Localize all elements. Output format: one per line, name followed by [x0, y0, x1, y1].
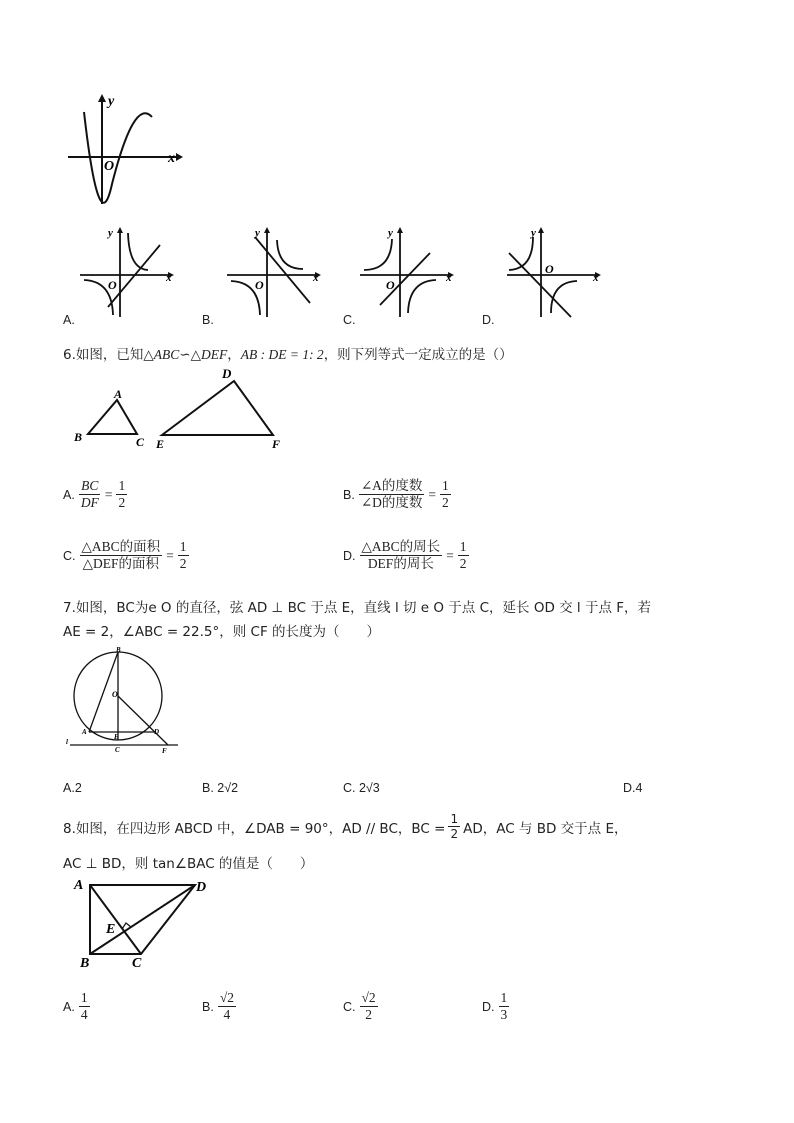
q7-stem-line1: 7.如图，BC为e O 的直径，弦 AD ⊥ BC 于点 E，直线 l 切 e O 于点 C，延长 OD 交 l 于点 F，若 [63, 600, 652, 616]
q7-label-c: C [115, 746, 120, 754]
q8-stem-line1 [63, 812, 627, 842]
q8-stem-fraction [448, 812, 460, 842]
q7-option-c-letter: C. [343, 781, 356, 795]
q8-stem-part-a: 8.如图，在四边形 ABCD 中，∠DAB = 90°，AD // BC，BC = [63, 820, 446, 837]
q6-stem-a: 6.如图，已知 [63, 347, 144, 363]
q6-label-b: B [74, 430, 83, 444]
q7-option-b-letter: B. [202, 781, 214, 795]
q7-option-c[interactable] [343, 781, 380, 795]
q5-a-origin-label: O [108, 278, 117, 292]
q5-b-x-label: x [313, 272, 319, 284]
q8-option-c-letter: C. [343, 999, 356, 1014]
q6-option-c-frac [80, 539, 163, 572]
q7-option-c-text: 2√3 [358, 781, 380, 795]
q6-option-a-eq: = [104, 486, 113, 502]
q5-option-a-letter[interactable]: A. [63, 313, 75, 327]
q6-option-a[interactable] [63, 478, 127, 511]
q6-stem-ratio: AB : DE = 1: 2 [240, 347, 324, 362]
q8-option-a[interactable] [63, 990, 90, 1023]
q6-option-d-rden: 2 [459, 556, 467, 572]
q7-label-d: D [154, 728, 160, 736]
q8-label-c: C [132, 956, 142, 971]
q6-label-f: F [272, 437, 281, 450]
q6-label-d: D [222, 366, 232, 381]
q7-option-b[interactable] [202, 781, 238, 795]
q5-option-b-graph [225, 225, 325, 320]
q6-option-b-eq: = [428, 486, 436, 502]
q5-c-x-label: x [446, 272, 452, 284]
q5-d-y-label: y [531, 227, 536, 239]
q6-option-d-eq: = [446, 547, 454, 563]
q6-option-a-rhs [116, 478, 127, 511]
q8-option-d-letter: D. [482, 999, 495, 1014]
q5-main-y-label: y [108, 94, 115, 109]
q7-circle-figure [62, 646, 182, 754]
q8-label-d: D [196, 880, 207, 895]
q8-stem-frac-den: 2 [450, 827, 459, 842]
q8-stem-frac-num: 1 [450, 812, 459, 826]
q7-option-b-text: 2√2 [217, 781, 239, 795]
q6-option-b-den: ∠D的度数 [360, 495, 423, 511]
q6-option-c-letter: C. [63, 548, 76, 563]
q8-option-a-frac [79, 990, 90, 1023]
q8-option-b-frac [218, 990, 236, 1023]
q7-label-a: A [82, 728, 87, 736]
q8-option-d-den: 3 [500, 1007, 508, 1023]
q7-option-a-text: 2 [74, 781, 82, 795]
q5-main-origin-label: O [104, 159, 115, 174]
q5-c-origin-label: O [386, 278, 395, 292]
q5-c-y-label: y [388, 227, 393, 239]
q6-option-d-num: △ABC的周长 [360, 539, 443, 556]
q5-a-x-label: x [166, 272, 172, 284]
q8-option-b[interactable] [202, 990, 236, 1023]
q6-stem-similar: △ABC∽△DEF [143, 347, 228, 362]
q5-a-y-label: y [108, 227, 113, 239]
q5-d-x-label: x [593, 272, 599, 284]
q6-option-a-letter: A. [63, 487, 75, 502]
q6-option-c-eq: = [166, 547, 174, 563]
q8-option-c-num: √2 [360, 990, 378, 1007]
q6-option-b[interactable] [343, 478, 451, 511]
q5-option-b-letter[interactable]: B. [202, 313, 214, 327]
q6-option-c-rhs [178, 539, 189, 572]
q5-option-c-graph [358, 225, 458, 320]
q6-option-c[interactable] [63, 539, 189, 572]
q6-option-d-den: DEF的周长 [367, 556, 434, 572]
q6-triangles-figure [70, 364, 290, 450]
q8-option-c[interactable] [343, 990, 378, 1023]
q6-option-c-den: △DEF的面积 [82, 556, 160, 572]
q8-label-e: E [106, 922, 116, 937]
q6-option-b-rden: 2 [442, 495, 449, 511]
q6-option-b-rhs [440, 478, 451, 511]
q8-option-b-den: 4 [223, 1007, 231, 1023]
q5-d-origin-label: O [545, 262, 554, 276]
q8-stem-line2: AC ⊥ BD，则 tan∠BAC 的值是（ ） [63, 856, 314, 872]
q7-option-d-letter: D. [623, 781, 636, 795]
q8-option-d-num: 1 [499, 990, 510, 1007]
q5-main-x-label: x [168, 151, 175, 166]
q5-parabola-graph [64, 92, 184, 207]
q7-label-b: B [116, 646, 121, 654]
q8-option-a-den: 4 [80, 1007, 88, 1023]
q6-option-d-letter: D. [343, 548, 356, 563]
q7-option-d-text: 4 [635, 781, 643, 795]
q8-label-b: B [80, 956, 90, 971]
q6-option-b-rnum: 1 [440, 478, 451, 495]
q8-option-d[interactable] [482, 990, 509, 1023]
q6-option-b-letter: B. [343, 487, 355, 502]
q8-option-b-letter: B. [202, 999, 214, 1014]
q8-label-a: A [74, 878, 84, 893]
q6-option-d-rnum: 1 [458, 539, 469, 556]
q6-label-e: E [156, 437, 165, 450]
q6-option-c-num: △ABC的面积 [80, 539, 163, 556]
q6-option-b-frac [359, 478, 425, 511]
q6-option-a-rden: 2 [118, 495, 126, 511]
q8-option-b-num: √2 [218, 990, 236, 1007]
q8-option-d-frac [499, 990, 510, 1023]
q6-option-a-den: DF [80, 495, 99, 511]
q6-option-a-num: BC [79, 478, 100, 495]
q6-stem-b: ， [227, 347, 241, 363]
q6-option-b-num: ∠A的度数 [359, 478, 425, 495]
q7-label-f: F [162, 747, 167, 754]
q7-option-a-letter: A. [63, 781, 75, 795]
q7-label-l: l [66, 738, 68, 746]
q8-option-a-num: 1 [79, 990, 90, 1007]
q7-option-d[interactable] [623, 781, 642, 795]
q5-option-d-graph [505, 225, 605, 320]
q6-option-d-frac [360, 539, 443, 572]
q6-label-a: A [114, 387, 123, 401]
q8-option-c-den: 2 [365, 1007, 372, 1023]
q7-label-o: O [112, 690, 118, 699]
q6-label-c: C [136, 435, 145, 449]
q7-stem-line2: AE = 2，∠ABC = 22.5°，则 CF 的长度为（ ） [63, 624, 381, 640]
q5-b-origin-label: O [255, 278, 264, 292]
q8-option-c-frac [360, 990, 378, 1023]
q6-stem-c: ，则下列等式一定成立的是（） [323, 347, 513, 363]
q6-option-a-frac [79, 478, 101, 511]
q6-option-d[interactable] [343, 539, 469, 572]
q5-option-c-letter[interactable]: C. [343, 313, 356, 327]
q6-option-d-rhs [458, 539, 469, 572]
q8-stem-part-b: AD，AC 与 BD 交于点 E， [463, 820, 628, 837]
q6-option-c-rnum: 1 [178, 539, 189, 556]
q5-b-y-label: y [255, 227, 260, 239]
q7-label-e: E [114, 733, 119, 741]
q6-stem [63, 343, 513, 363]
q6-option-a-rnum: 1 [116, 478, 127, 495]
q7-option-a[interactable] [63, 781, 82, 795]
q6-option-c-rden: 2 [179, 556, 187, 572]
q8-quadrilateral-figure [70, 875, 220, 971]
q8-option-a-letter: A. [63, 999, 75, 1014]
q5-option-a-graph [78, 225, 178, 320]
q5-option-d-letter[interactable]: D. [482, 313, 495, 327]
